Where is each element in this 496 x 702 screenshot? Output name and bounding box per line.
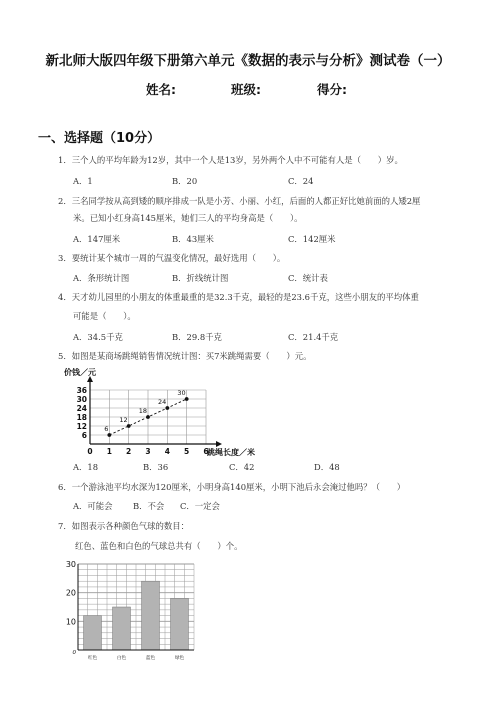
question-2: 2．三名同学按从高到矮的顺序排成一队是小芳、小丽、小红，后面的人都正好比她前面的人矮2厘 (58, 196, 421, 206)
q2-option-c: C．142厘米 (288, 234, 336, 244)
q4-option-c: C．21.4千克 (288, 332, 339, 342)
q6-option-a: A．可能会 (73, 501, 113, 511)
q5-option-d: D．48 (314, 462, 340, 472)
q2-option-a: A．147厘米 (73, 234, 121, 244)
line-chart-ytick: 30 (76, 395, 87, 404)
line-chart-ytick: 24 (76, 404, 87, 413)
line-chart-ytick: 12 (76, 422, 87, 431)
bar-chart-bar (84, 616, 102, 650)
line-chart-xtick: 0 (87, 447, 93, 456)
q1-option-b: B．20 (172, 176, 198, 186)
bar-chart-bar (113, 607, 131, 650)
question-5: 5．如图是某商场跳绳销售情况统计图：买7米跳绳需要（ ）元。 (58, 351, 312, 361)
page-title: 新北师大版四年级下册第六单元《数据的表示与分析》测试卷（一） (45, 53, 451, 69)
line-chart-point (146, 415, 150, 419)
line-chart-point-label: 6 (104, 425, 109, 433)
line-chart-ytick: 6 (81, 431, 87, 440)
q6-option-c: C．一定会 (180, 501, 220, 511)
line-chart (58, 362, 278, 458)
q6-option-b: B．不会 (133, 501, 165, 511)
bar-chart-category-label: 白色 (117, 656, 126, 661)
q5-option-b: B．36 (143, 462, 169, 472)
question-4: 4．天才幼儿园里的小朋友的体重最重的是32.3千克，最轻的是23.6千克，这些小朋友的平均体重 (58, 292, 419, 302)
bar-chart-ytick: 30 (65, 560, 76, 569)
question-7-cont: 红色、蓝色和白色的气球总共有（ ）个。 (75, 541, 243, 551)
bar-chart-bar (142, 581, 160, 650)
line-chart-xtick: 6 (203, 447, 209, 456)
line-chart-xtick: 1 (106, 447, 112, 456)
bar-chart-ytick: 0 (72, 650, 76, 656)
line-chart-point (185, 397, 189, 401)
line-chart-ytick: 18 (76, 413, 87, 422)
score-label: 得分: (317, 82, 347, 97)
question-6: 6．一个游泳池平均水深为120厘米，小明身高140厘米，小明下池后永会淹过他吗？（ ） (58, 482, 406, 492)
bar-chart-ytick: 20 (65, 588, 76, 598)
line-chart-xtick: 2 (126, 447, 132, 456)
question-4-cont: 可能是（ ）。 (73, 311, 136, 321)
line-chart-point (127, 424, 131, 428)
q5-option-a: A．18 (73, 462, 99, 472)
q3-option-a: A．条形统计图 (73, 273, 130, 283)
line-chart-xtick: 5 (184, 447, 190, 456)
q3-option-c: C．统计表 (288, 273, 328, 283)
line-chart-xtick: 4 (164, 447, 170, 456)
bar-chart-category-label: 蓝色 (146, 656, 155, 661)
q1-option-a: A．1 (73, 176, 93, 186)
line-chart-point-label: 12 (119, 416, 128, 424)
question-2-cont: 米。已知小红身高145厘米，她们三人的平均身高是（ ）。 (73, 213, 303, 223)
line-chart-point-label: 30 (177, 389, 186, 397)
line-chart-point (107, 433, 111, 437)
q3-option-b: B．折线统计图 (172, 273, 229, 283)
question-3: 3．要统计某个城市一周的气温变化情况，最好选用（ ）。 (58, 253, 286, 263)
name-label: 姓名: (146, 82, 176, 97)
bar-chart-ytick: 10 (65, 617, 76, 627)
class-label: 班级: (231, 82, 261, 97)
q1-option-c: C．24 (288, 176, 314, 186)
bar-chart-category-label: 绿色 (175, 656, 184, 661)
q4-option-b: B．29.8千克 (172, 332, 222, 342)
line-chart-ytick: 36 (76, 386, 87, 395)
q4-option-a: A．34.5千克 (73, 332, 123, 342)
line-chart-point-label: 24 (158, 398, 167, 406)
question-7: 7．如图表示各种颜色气球的数目： (58, 521, 189, 531)
line-chart-xtick: 3 (145, 447, 151, 456)
bar-chart-bar (171, 598, 189, 650)
line-chart-x-arrow (216, 441, 222, 447)
q5-option-c: C．42 (229, 462, 255, 472)
line-chart-xlabel: 跳绳长度／米 (207, 448, 255, 457)
line-chart-ylabel: 价钱／元 (64, 368, 96, 377)
bar-chart-category-label: 红色 (88, 656, 97, 661)
line-chart-point-label: 18 (138, 407, 147, 415)
bar-chart (60, 556, 200, 664)
question-1: 1．三个人的平均年龄为12岁，其中一个人是13岁，另外两个人中不可能有人是（ ）岁。 (58, 155, 403, 165)
q2-option-b: B．43厘米 (172, 234, 214, 244)
section-title: 一、选择题（10分） (38, 131, 161, 146)
line-chart-point (165, 406, 169, 410)
